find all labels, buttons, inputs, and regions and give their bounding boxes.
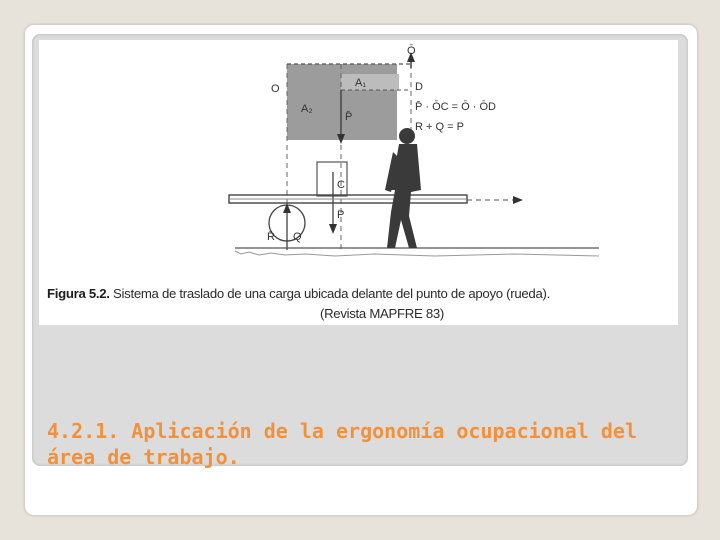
label-d: D <box>415 81 423 93</box>
label-q: Q <box>293 231 302 243</box>
label-p-lower: P <box>337 209 345 221</box>
caption-source: (Revista MAPFRE 83) <box>319 306 444 321</box>
caption-text: Sistema de traslado de una carga ubicada delante del punto de apoyo (rueda). <box>113 286 550 301</box>
label-a1: A₁ <box>355 77 367 89</box>
figure-caption <box>47 284 677 324</box>
label-c: C <box>337 179 345 191</box>
diagram-labels <box>39 40 678 325</box>
label-o-left: O <box>271 83 280 95</box>
slide-title: 4.2.1. Aplicación de la ergonomía ocupacional del área de trabajo. <box>47 419 638 469</box>
equation-moments: P̄ · ŌC = Ō · ŌD <box>415 101 496 113</box>
equation-forces: R + Q = P <box>415 121 464 133</box>
label-p-vector: P̄ <box>345 111 353 123</box>
caption-label: Figura 5.2. <box>47 286 110 301</box>
figure-image <box>39 40 678 325</box>
label-o-top: Ō <box>407 45 416 57</box>
label-r: R̄ <box>267 231 275 243</box>
label-a2: A₂ <box>301 103 313 115</box>
